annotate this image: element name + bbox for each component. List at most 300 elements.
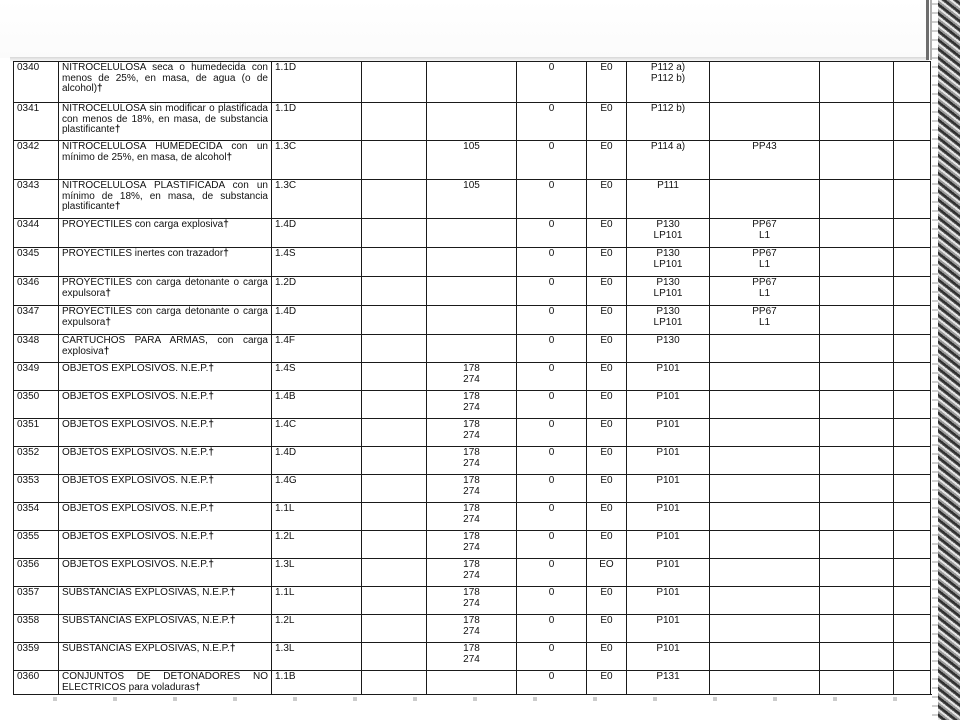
- description-cell: [59, 503, 272, 531]
- description-cell: [59, 643, 272, 671]
- empty-cell: [362, 475, 427, 503]
- special-provisions-cell-value: 274: [463, 625, 480, 637]
- packing-provision-cell: [710, 248, 820, 277]
- special-provisions-cell: [427, 180, 517, 219]
- table-body: [14, 62, 931, 695]
- empty-cell: [894, 475, 931, 503]
- description-text: OBJETOS EXPLOSIVOS. N.E.P.: [62, 531, 209, 542]
- packing-instruction-cell-value: P101: [656, 419, 680, 430]
- packing-instruction-cell-value: P111: [657, 180, 679, 191]
- class-division-cell: 1.3L: [272, 559, 362, 587]
- packing-instruction-cell-value: P101: [656, 615, 680, 626]
- table-row: [14, 615, 931, 643]
- packing-instruction-cell-value: P101: [656, 391, 680, 402]
- special-provisions-cell: [427, 335, 517, 363]
- class-division-cell: 1.2L: [272, 615, 362, 643]
- table-row: [14, 248, 931, 277]
- dangerous-goods-table: [13, 61, 931, 694]
- un-number-cell: 0341: [14, 103, 59, 141]
- empty-cell: [362, 503, 427, 531]
- dagger-mark: †: [208, 419, 214, 430]
- description-cell: [59, 141, 272, 180]
- dagger-mark: †: [114, 124, 121, 135]
- dagger-mark: †: [208, 391, 214, 402]
- class-division-cell: 1.1L: [272, 587, 362, 615]
- description-cell: [59, 671, 272, 695]
- special-provisions-cell-value: 274: [463, 569, 480, 581]
- special-provisions-cell: [427, 141, 517, 180]
- special-provisions-cell: [427, 503, 517, 531]
- packing-instruction-cell-value: LP101: [653, 287, 683, 299]
- un-number-cell: 0351: [14, 419, 59, 447]
- special-provisions-cell: [427, 248, 517, 277]
- empty-cell: [894, 363, 931, 391]
- table-row: [14, 419, 931, 447]
- table-row: [14, 587, 931, 615]
- excepted-quantity-cell: E0: [587, 587, 627, 615]
- table-row: [14, 503, 931, 531]
- un-number-cell: 0355: [14, 531, 59, 559]
- excepted-quantity-cell: E0: [587, 531, 627, 559]
- dagger-mark: †: [229, 615, 236, 626]
- special-provisions-cell-value: 178: [463, 531, 480, 542]
- limited-quantity-cell: 0: [517, 277, 587, 306]
- empty-cell: [894, 559, 931, 587]
- excepted-quantity-cell: EO: [587, 559, 627, 587]
- empty-cell: [820, 180, 894, 219]
- limited-quantity-cell: 0: [517, 587, 587, 615]
- packing-provision-cell: [710, 559, 820, 587]
- empty-cell: [362, 559, 427, 587]
- packing-instruction-cell-value: P101: [656, 447, 680, 458]
- special-provisions-cell-value: 178: [463, 363, 480, 374]
- table-row: [14, 447, 931, 475]
- limited-quantity-cell: 0: [517, 219, 587, 248]
- empty-cell: [894, 248, 931, 277]
- limited-quantity-cell: 0: [517, 363, 587, 391]
- special-provisions-cell-value: 178: [463, 643, 480, 654]
- special-provisions-cell: [427, 62, 517, 103]
- special-provisions-cell-value: 105: [463, 141, 480, 152]
- packing-instruction-cell: [627, 643, 710, 671]
- un-number-cell: 0354: [14, 503, 59, 531]
- packing-provision-cell: [710, 419, 820, 447]
- special-provisions-cell-value: 105: [463, 180, 480, 191]
- class-division-cell: 1.4F: [272, 335, 362, 363]
- packing-instruction-cell-value: P101: [656, 643, 680, 654]
- empty-cell: [894, 219, 931, 248]
- excepted-quantity-cell: E0: [587, 615, 627, 643]
- description-cell: [59, 615, 272, 643]
- limited-quantity-cell: 0: [517, 475, 587, 503]
- packing-instruction-cell-value: P130: [656, 219, 680, 230]
- empty-cell: [362, 277, 427, 306]
- description-cell: [59, 587, 272, 615]
- slide-header-area: [0, 0, 960, 58]
- packing-provision-cell-value: L1: [758, 258, 771, 270]
- empty-cell: [820, 62, 894, 103]
- class-division-cell: 1.2L: [272, 531, 362, 559]
- packing-instruction-cell-value: P112 b): [650, 72, 686, 84]
- special-provisions-cell-value: 178: [463, 419, 480, 430]
- empty-cell: [820, 391, 894, 419]
- limited-quantity-cell: 0: [517, 103, 587, 141]
- excepted-quantity-cell: E0: [587, 248, 627, 277]
- special-provisions-cell-value: 178: [463, 391, 480, 402]
- description-text: CARTUCHOS PARA ARMAS, con carga explosiva: [62, 335, 268, 357]
- empty-cell: [820, 419, 894, 447]
- un-number-cell: 0349: [14, 363, 59, 391]
- description-text: NITROCELULOSA sin modificar o plastificada con menos de 18%, en masa, de substancia plastificante: [62, 103, 268, 135]
- empty-cell: [820, 248, 894, 277]
- packing-instruction-cell-value: LP101: [653, 258, 683, 270]
- special-provisions-cell: [427, 475, 517, 503]
- description-cell: [59, 219, 272, 248]
- empty-cell: [820, 103, 894, 141]
- empty-cell: [362, 363, 427, 391]
- special-provisions-cell: [427, 447, 517, 475]
- table-row: [14, 531, 931, 559]
- packing-instruction-cell: [627, 447, 710, 475]
- description-cell: [59, 391, 272, 419]
- dagger-mark: †: [223, 248, 229, 259]
- packing-instruction-cell: [627, 103, 710, 141]
- packing-provision-cell: [710, 363, 820, 391]
- empty-cell: [820, 531, 894, 559]
- packing-provision-cell-value: PP67: [752, 277, 777, 288]
- description-text: NITROCELULOSA PLASTIFICADA con un mínimo de 18%, en masa, de substancia plastificante: [62, 180, 268, 212]
- empty-cell: [362, 531, 427, 559]
- dagger-mark: †: [208, 363, 214, 374]
- empty-cell: [820, 559, 894, 587]
- table-row: [14, 141, 931, 180]
- packing-instruction-cell-value: P130: [656, 277, 680, 288]
- packing-instruction-cell: [627, 531, 710, 559]
- empty-cell: [820, 141, 894, 180]
- un-number-cell: 0356: [14, 559, 59, 587]
- limited-quantity-cell: 0: [517, 503, 587, 531]
- limited-quantity-cell: 0: [517, 141, 587, 180]
- packing-provision-cell: [710, 391, 820, 419]
- empty-cell: [362, 219, 427, 248]
- table-row: [14, 62, 931, 103]
- packing-instruction-cell: [627, 615, 710, 643]
- empty-cell: [820, 671, 894, 695]
- packing-instruction-cell: [627, 62, 710, 103]
- un-number-cell: 0350: [14, 391, 59, 419]
- limited-quantity-cell: 0: [517, 559, 587, 587]
- limited-quantity-cell: 0: [517, 643, 587, 671]
- dagger-mark: †: [208, 559, 214, 570]
- torn-paper-edge: [932, 0, 960, 720]
- packing-instruction-cell: [627, 248, 710, 277]
- empty-cell: [362, 335, 427, 363]
- packing-instruction-cell: [627, 335, 710, 363]
- un-number-cell: 0345: [14, 248, 59, 277]
- packing-provision-cell: [710, 335, 820, 363]
- dagger-mark: †: [229, 587, 236, 598]
- table-row: [14, 335, 931, 363]
- dagger-mark: †: [229, 643, 236, 654]
- limited-quantity-cell: 0: [517, 447, 587, 475]
- excepted-quantity-cell: E0: [587, 419, 627, 447]
- packing-provision-cell: [710, 62, 820, 103]
- description-text: OBJETOS EXPLOSIVOS. N.E.P.: [62, 559, 209, 570]
- description-cell: [59, 363, 272, 391]
- packing-provision-cell-value: L1: [758, 229, 771, 241]
- limited-quantity-cell: 0: [517, 531, 587, 559]
- special-provisions-cell: [427, 363, 517, 391]
- table-row: [14, 475, 931, 503]
- empty-cell: [362, 62, 427, 103]
- empty-cell: [894, 62, 931, 103]
- packing-provision-cell: [710, 141, 820, 180]
- empty-cell: [894, 180, 931, 219]
- packing-provision-cell-value: L1: [758, 287, 771, 299]
- class-division-cell: 1.4S: [272, 363, 362, 391]
- empty-cell: [894, 335, 931, 363]
- description-text: SUBSTANCIAS EXPLOSIVAS, N.E.P.: [62, 643, 230, 654]
- excepted-quantity-cell: E0: [587, 447, 627, 475]
- special-provisions-cell-value: 274: [463, 653, 480, 665]
- packing-provision-cell: [710, 306, 820, 335]
- slide-frame-line: [926, 0, 929, 60]
- packing-instruction-cell-value: LP101: [653, 316, 683, 328]
- class-division-cell: 1.4S: [272, 248, 362, 277]
- special-provisions-cell-value: 274: [463, 513, 480, 525]
- limited-quantity-cell: 0: [517, 419, 587, 447]
- un-number-cell: 0352: [14, 447, 59, 475]
- packing-instruction-cell: [627, 391, 710, 419]
- packing-instruction-cell-value: LP101: [653, 229, 683, 241]
- empty-cell: [894, 531, 931, 559]
- packing-instruction-cell-value: P130: [656, 248, 680, 259]
- class-division-cell: 1.1B: [272, 671, 362, 695]
- un-number-cell: 0340: [14, 62, 59, 103]
- dagger-mark: †: [208, 531, 214, 542]
- description-cell: [59, 180, 272, 219]
- table-row: [14, 219, 931, 248]
- clipped-row-text: [13, 697, 932, 701]
- excepted-quantity-cell: E0: [587, 363, 627, 391]
- packing-instruction-cell: [627, 419, 710, 447]
- document-scan: [13, 61, 932, 694]
- packing-provision-cell: [710, 277, 820, 306]
- empty-cell: [362, 103, 427, 141]
- packing-instruction-cell: [627, 559, 710, 587]
- empty-cell: [362, 141, 427, 180]
- empty-cell: [820, 475, 894, 503]
- excepted-quantity-cell: E0: [587, 306, 627, 335]
- dagger-mark: †: [114, 201, 121, 212]
- empty-cell: [820, 447, 894, 475]
- packing-instruction-cell-value: P101: [656, 503, 680, 514]
- excepted-quantity-cell: E0: [587, 180, 627, 219]
- limited-quantity-cell: 0: [517, 391, 587, 419]
- empty-cell: [362, 643, 427, 671]
- un-number-cell: 0347: [14, 306, 59, 335]
- class-division-cell: 1.4D: [272, 219, 362, 248]
- special-provisions-cell-value: 274: [463, 401, 480, 413]
- excepted-quantity-cell: E0: [587, 62, 627, 103]
- special-provisions-cell-value: 274: [463, 457, 480, 469]
- class-division-cell: 1.3C: [272, 141, 362, 180]
- empty-cell: [362, 615, 427, 643]
- empty-cell: [894, 587, 931, 615]
- excepted-quantity-cell: E0: [587, 475, 627, 503]
- packing-provision-cell: [710, 671, 820, 695]
- un-number-cell: 0343: [14, 180, 59, 219]
- excepted-quantity-cell: E0: [587, 671, 627, 695]
- description-text: OBJETOS EXPLOSIVOS. N.E.P.: [62, 447, 209, 458]
- dagger-mark: †: [223, 219, 229, 230]
- dagger-mark: †: [226, 151, 233, 163]
- packing-provision-cell-value: PP67: [752, 248, 777, 259]
- packing-instruction-cell-value: P130: [656, 306, 680, 317]
- description-cell: [59, 419, 272, 447]
- packing-provision-cell-value: PP67: [752, 306, 777, 317]
- description-text: PROYECTILES con carga detonante o carga expulsora: [62, 306, 268, 328]
- special-provisions-cell-value: 178: [463, 475, 480, 486]
- un-number-cell: 0357: [14, 587, 59, 615]
- excepted-quantity-cell: E0: [587, 141, 627, 180]
- packing-instruction-cell: [627, 475, 710, 503]
- special-provisions-cell: [427, 219, 517, 248]
- empty-cell: [362, 419, 427, 447]
- un-number-cell: 0353: [14, 475, 59, 503]
- class-division-cell: 1.4C: [272, 419, 362, 447]
- packing-instruction-cell: [627, 219, 710, 248]
- packing-instruction-cell-value: P101: [656, 531, 680, 542]
- empty-cell: [894, 103, 931, 141]
- dagger-mark: †: [105, 287, 111, 299]
- special-provisions-cell-value: 178: [463, 587, 480, 598]
- empty-cell: [820, 643, 894, 671]
- packing-instruction-cell: [627, 671, 710, 695]
- packing-instruction-cell: [627, 363, 710, 391]
- packing-provision-cell: [710, 475, 820, 503]
- packing-provision-cell-value: PP43: [752, 141, 777, 152]
- description-text: PROYECTILES con carga detonante o carga expulsora: [62, 277, 268, 299]
- class-division-cell: 1.4G: [272, 475, 362, 503]
- empty-cell: [362, 391, 427, 419]
- packing-provision-cell: [710, 615, 820, 643]
- special-provisions-cell: [427, 643, 517, 671]
- class-division-cell: 1.4D: [272, 306, 362, 335]
- description-text: CONJUNTOS DE DETONADORES NO ELECTRICOS para voladuras: [62, 671, 268, 693]
- empty-cell: [894, 615, 931, 643]
- empty-cell: [362, 180, 427, 219]
- un-number-cell: 0344: [14, 219, 59, 248]
- empty-cell: [820, 615, 894, 643]
- description-text: OBJETOS EXPLOSIVOS. N.E.P.: [62, 503, 209, 514]
- empty-cell: [894, 419, 931, 447]
- limited-quantity-cell: 0: [517, 615, 587, 643]
- packing-instruction-cell-value: P101: [656, 559, 680, 570]
- empty-cell: [894, 503, 931, 531]
- dagger-mark: †: [208, 503, 214, 514]
- special-provisions-cell: [427, 306, 517, 335]
- empty-cell: [894, 141, 931, 180]
- special-provisions-cell: [427, 671, 517, 695]
- special-provisions-cell: [427, 531, 517, 559]
- class-division-cell: 1.2D: [272, 277, 362, 306]
- table-row: [14, 363, 931, 391]
- dagger-mark: †: [208, 447, 214, 458]
- limited-quantity-cell: 0: [517, 62, 587, 103]
- un-number-cell: 0346: [14, 277, 59, 306]
- packing-instruction-cell-value: P114 a): [650, 141, 686, 152]
- class-division-cell: 1.1L: [272, 503, 362, 531]
- special-provisions-cell-value: 274: [463, 597, 480, 609]
- empty-cell: [820, 219, 894, 248]
- special-provisions-cell: [427, 277, 517, 306]
- description-cell: [59, 248, 272, 277]
- class-division-cell: 1.4B: [272, 391, 362, 419]
- class-division-cell: 1.4D: [272, 447, 362, 475]
- limited-quantity-cell: 0: [517, 248, 587, 277]
- table-row: [14, 306, 931, 335]
- description-text: SUBSTANCIAS EXPLOSIVAS, N.E.P.: [62, 587, 230, 598]
- packing-provision-cell: [710, 503, 820, 531]
- description-text: NITROCELULOSA seca o humedecida con menos de 25%, en masa, de agua (o de alcohol): [62, 62, 268, 94]
- description-cell: [59, 559, 272, 587]
- excepted-quantity-cell: E0: [587, 277, 627, 306]
- empty-cell: [820, 363, 894, 391]
- description-text: PROYECTILES con carga explosiva: [62, 219, 224, 230]
- dagger-mark: †: [194, 681, 201, 693]
- un-number-cell: 0360: [14, 671, 59, 695]
- description-cell: [59, 447, 272, 475]
- class-division-cell: 1.3C: [272, 180, 362, 219]
- packing-instruction-cell-value: P112 b): [650, 103, 686, 114]
- empty-cell: [820, 306, 894, 335]
- limited-quantity-cell: 0: [517, 306, 587, 335]
- description-cell: [59, 531, 272, 559]
- packing-instruction-cell-value: P101: [656, 363, 680, 374]
- packing-provision-cell-value: PP67: [752, 219, 777, 230]
- limited-quantity-cell: 0: [517, 335, 587, 363]
- empty-cell: [362, 447, 427, 475]
- packing-instruction-cell: [627, 587, 710, 615]
- packing-instruction-cell: [627, 180, 710, 219]
- description-text: NITROCELULOSA HUMEDECIDA con un mínimo de 25%, en masa, de alcohol: [62, 141, 268, 163]
- description-cell: [59, 475, 272, 503]
- packing-provision-cell-value: L1: [758, 316, 771, 328]
- empty-cell: [894, 306, 931, 335]
- packing-instruction-cell-value: P130: [656, 335, 680, 346]
- table-row: [14, 643, 931, 671]
- dagger-mark: †: [105, 316, 111, 328]
- special-provisions-cell: [427, 419, 517, 447]
- packing-provision-cell: [710, 103, 820, 141]
- special-provisions-cell: [427, 391, 517, 419]
- special-provisions-cell: [427, 587, 517, 615]
- next-row-clipped: [13, 694, 932, 701]
- empty-cell: [362, 306, 427, 335]
- limited-quantity-cell: 0: [517, 180, 587, 219]
- packing-instruction-cell: [627, 277, 710, 306]
- table-row: [14, 277, 931, 306]
- empty-cell: [820, 587, 894, 615]
- special-provisions-cell-value: 178: [463, 615, 480, 626]
- empty-cell: [894, 391, 931, 419]
- special-provisions-cell-value: 274: [463, 429, 480, 441]
- packing-instruction-cell-value: P101: [656, 587, 680, 598]
- description-text: OBJETOS EXPLOSIVOS. N.E.P.: [62, 419, 209, 430]
- excepted-quantity-cell: E0: [587, 335, 627, 363]
- table-row: [14, 180, 931, 219]
